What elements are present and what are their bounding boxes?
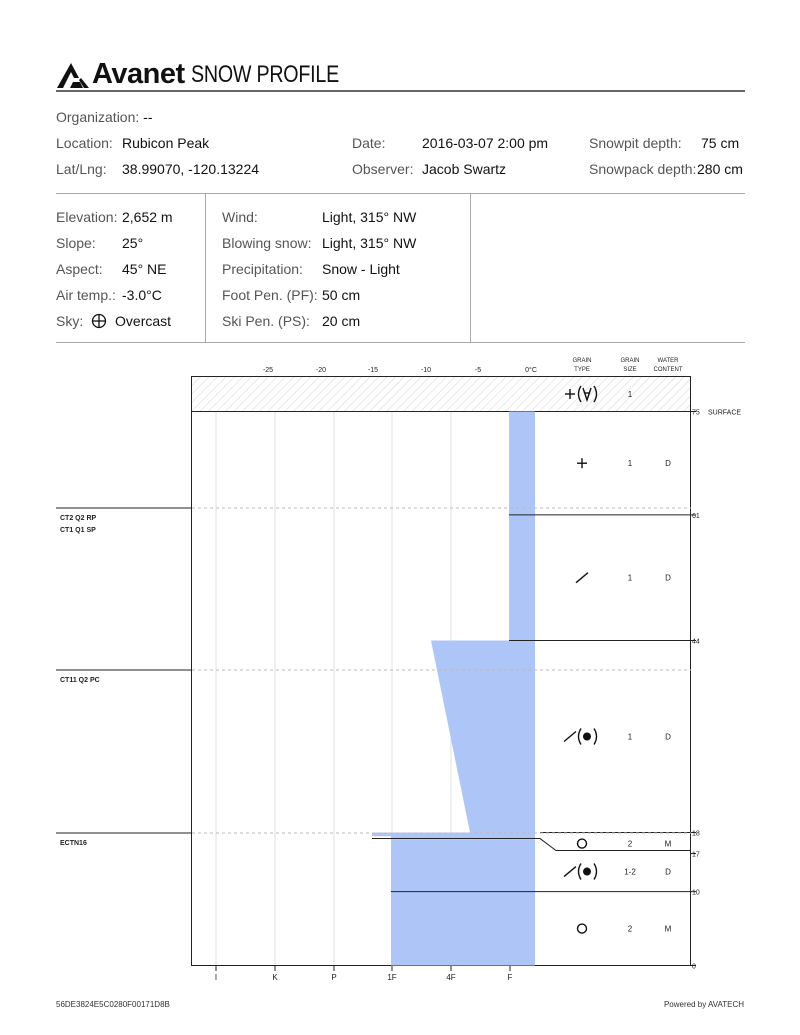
slope-value: 25° <box>122 235 144 251</box>
grain-paren <box>579 729 582 745</box>
hardness-tick-label: I <box>214 973 218 982</box>
water-content-value: D <box>665 732 671 742</box>
conditions-divider <box>56 342 745 343</box>
grain-type-symbol <box>564 864 597 880</box>
depth-label: 18 <box>692 830 700 838</box>
water-content-value: M <box>664 839 672 849</box>
grain-size-value: 1-2 <box>624 867 636 877</box>
observer-value: Jacob Swartz <box>422 161 507 177</box>
water-content-value: D <box>665 867 671 877</box>
aspect-value: 45° NE <box>122 261 167 277</box>
hardness-bar <box>391 892 535 966</box>
hardness-bar <box>431 640 535 832</box>
organization-value: -- <box>143 109 153 125</box>
hardness-tick-label: P <box>331 973 337 982</box>
temperature-tick-label: 0°C <box>525 367 537 374</box>
grain-slash <box>564 867 576 877</box>
grain-type-symbol <box>576 573 588 583</box>
grain-type-symbol <box>577 458 587 468</box>
info-divider <box>56 193 745 194</box>
water-content-value: M <box>664 924 672 934</box>
snowpit-depth-label: Snowpit depth: <box>589 135 682 151</box>
profile-id: 56DE3824E5C0280F00171D8B <box>56 1000 170 1009</box>
grain-size-value: 1 <box>627 732 633 742</box>
observer-label: Observer: <box>352 161 414 177</box>
column-header-line1: GRAIN <box>572 358 592 364</box>
depth-label: 17 <box>692 851 700 859</box>
elevation-label: Elevation: <box>56 209 118 225</box>
page-title: SNOW PROFILE <box>190 61 339 88</box>
avanet-logo <box>57 56 371 88</box>
elevation-value: 2,652 m <box>122 209 173 225</box>
conditions-divider-2 <box>470 194 471 342</box>
powered-by: Powered by AVATECH <box>663 1000 744 1009</box>
ski-pen-label: Ski Pen. (PS): <box>222 313 310 329</box>
water-content-value: D <box>665 459 671 469</box>
grain-ring <box>578 924 587 933</box>
temperature-tick-label: -5 <box>474 367 482 374</box>
grain-paren <box>594 864 597 880</box>
grain-size-value: 1 <box>627 390 633 399</box>
organization-field <box>56 109 153 125</box>
sky-field <box>56 313 171 331</box>
sky-label: Sky: <box>56 313 84 329</box>
surface-hatch <box>192 377 691 411</box>
blowing-snow-value: Light, 315° NW <box>322 235 417 251</box>
water-content-value: D <box>665 573 671 583</box>
precipitation-label: Precipitation: <box>222 261 303 277</box>
hardness-tick-label: 1F <box>387 973 397 982</box>
hardness-bar <box>509 412 535 515</box>
depth-label: 10 <box>692 889 700 897</box>
grain-size-value: 1 <box>627 459 633 469</box>
snowpit-depth-value: 75 cm <box>701 135 740 151</box>
header-rule <box>56 90 745 92</box>
grain-size-value: 2 <box>627 924 633 934</box>
temperature-tick-label: -15 <box>367 367 379 374</box>
grain-size-value: 1 <box>627 573 633 583</box>
air-temp-label: Air temp.: <box>56 287 116 303</box>
grain-type-symbol <box>564 729 597 745</box>
grain-slash <box>576 573 588 583</box>
temperature-tick-label: -10 <box>420 367 432 374</box>
depth-label: 0 <box>692 963 696 971</box>
wind-value: Light, 315° NW <box>322 209 417 225</box>
aspect-label: Aspect: <box>56 261 103 277</box>
column-header-line2: SIZE <box>623 367 637 373</box>
grain-dot <box>583 868 591 876</box>
latlng-value: 38.99070, -120.13224 <box>122 161 260 177</box>
hardness-bar <box>391 840 535 892</box>
sky-value: Overcast <box>115 313 172 329</box>
hardness-tick-label: K <box>272 973 278 982</box>
column-header-line2: TYPE <box>574 367 590 373</box>
grain-slash <box>564 732 576 742</box>
depth-label: 44 <box>692 638 700 646</box>
surface-label: SURFACE <box>708 409 742 417</box>
date-label: Date: <box>352 135 386 151</box>
grain-dot <box>583 733 591 741</box>
stability-test-label: CT1 Q1 SP <box>60 527 96 534</box>
air-temp-value: -3.0°C <box>122 287 162 303</box>
column-header-line2: CONTENT <box>653 367 683 373</box>
grain-paren <box>594 729 597 745</box>
temperature-tick-label: -20 <box>315 367 327 374</box>
temperature-tick-label: -25 <box>262 367 274 374</box>
hardness-tick-label: 4F <box>446 973 456 982</box>
slope-label: Slope: <box>56 235 96 251</box>
latlng-label: Lat/Lng: <box>56 161 107 177</box>
snow-profile-chart <box>0 350 800 1000</box>
foot-pen-value: 50 cm <box>322 287 361 303</box>
column-header-line1: GRAIN <box>620 358 640 364</box>
grain-type-symbol <box>578 924 587 933</box>
snowpack-depth-value: 280 cm <box>697 161 743 177</box>
blowing-snow-label: Blowing snow: <box>222 235 312 251</box>
column-header-line1: WATER <box>657 358 679 364</box>
date-value: 2016-03-07 2:00 pm <box>422 135 549 151</box>
brand-name: Avanet <box>92 58 185 90</box>
organization-label: Organization: <box>56 109 140 125</box>
conditions-divider-1 <box>205 194 206 342</box>
foot-pen-label: Foot Pen. (PF): <box>222 287 318 303</box>
grain-paren <box>579 864 582 880</box>
snowpack-depth-label: Snowpack depth: <box>589 161 697 177</box>
hardness-bar <box>509 515 535 641</box>
depth-label: 75 <box>692 409 700 417</box>
ski-pen-value: 20 cm <box>322 313 361 329</box>
precipitation-value: Snow - Light <box>322 261 400 277</box>
wind-label: Wind: <box>222 209 258 225</box>
hardness-tick-label: F <box>507 973 513 982</box>
overcast-sky-icon <box>91 313 107 329</box>
stability-test-label: CT11 Q2 PC <box>60 677 100 684</box>
mountain-logo-icon <box>57 62 89 88</box>
location-value: Rubicon Peak <box>122 135 210 151</box>
stability-test-label: ECTN16 <box>60 840 87 847</box>
stability-test-label: CT2 Q2 RP <box>60 515 97 522</box>
grain-ring <box>578 839 587 848</box>
grain-type-symbol <box>578 839 587 848</box>
depth-label: 61 <box>692 512 700 520</box>
location-label: Location: <box>56 135 113 151</box>
grain-size-value: 2 <box>627 839 633 849</box>
